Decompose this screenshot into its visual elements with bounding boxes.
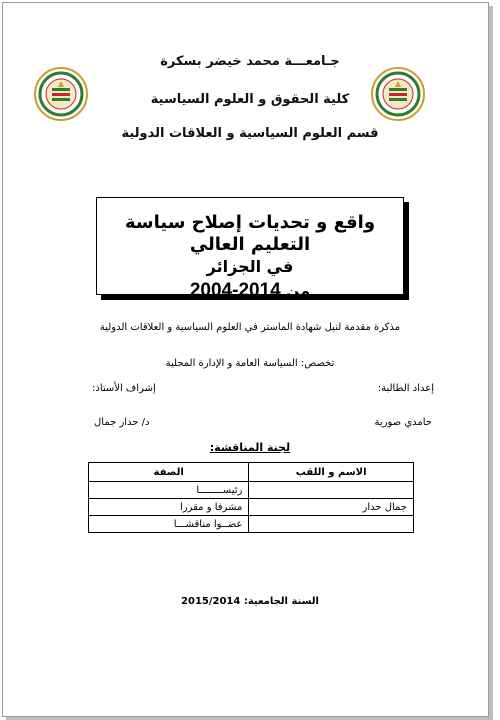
thesis-title-prefix: من xyxy=(285,281,311,300)
thesis-title-line2: في الجزائر xyxy=(206,257,294,276)
supervisor-label: إشراف الأستاذ: xyxy=(92,383,156,394)
thesis-years: 2014-2004 xyxy=(189,280,281,301)
student-name: حامدي صورية xyxy=(374,417,432,428)
header-name: الاسم و اللقب xyxy=(249,463,414,482)
table-row xyxy=(89,516,414,533)
supervisor-name: د/ حدار جمال xyxy=(94,417,150,428)
department-name: قسم العلوم السياسية و العلاقات الدولية xyxy=(121,126,379,141)
thesis-title-line1: واقع و تحديات إصلاح سياسة التعليم العالي xyxy=(124,212,376,255)
member-name xyxy=(249,516,414,533)
thesis-title-box xyxy=(96,197,404,301)
faculty-name: كلية الحقوق و العلوم السياسية xyxy=(150,92,350,107)
member-role: عضــوا مناقشـــا xyxy=(89,516,249,533)
committee-title: لجنة المناقشة: xyxy=(209,441,291,454)
member-name xyxy=(249,482,414,499)
student-label: إعداد الطالبة: xyxy=(377,383,434,394)
member-name: جمال حدار xyxy=(249,499,414,516)
table-row xyxy=(89,499,414,516)
header-role: الصفة xyxy=(89,463,249,482)
table-header-row xyxy=(89,463,414,482)
academic-year-value: 2015/2014 xyxy=(181,596,241,607)
academic-year xyxy=(150,596,350,607)
table-row xyxy=(89,482,414,499)
academic-year-label: السنة الجامعية: xyxy=(243,596,319,607)
thesis-specialty: تخصص: السياسة العامة و الإدارة المحلية xyxy=(165,358,335,369)
thesis-description: مذكرة مقدمة لنيل شهادة الماستر في العلوم السياسية و العلاقات الدولية xyxy=(99,322,401,333)
committee-table xyxy=(88,462,414,533)
member-role: مشرفا و مقررا xyxy=(89,499,249,516)
university-name: جـامعـــة محمد خيضر بسكرة xyxy=(160,54,340,69)
member-role: رئيســــــــا xyxy=(89,482,249,499)
